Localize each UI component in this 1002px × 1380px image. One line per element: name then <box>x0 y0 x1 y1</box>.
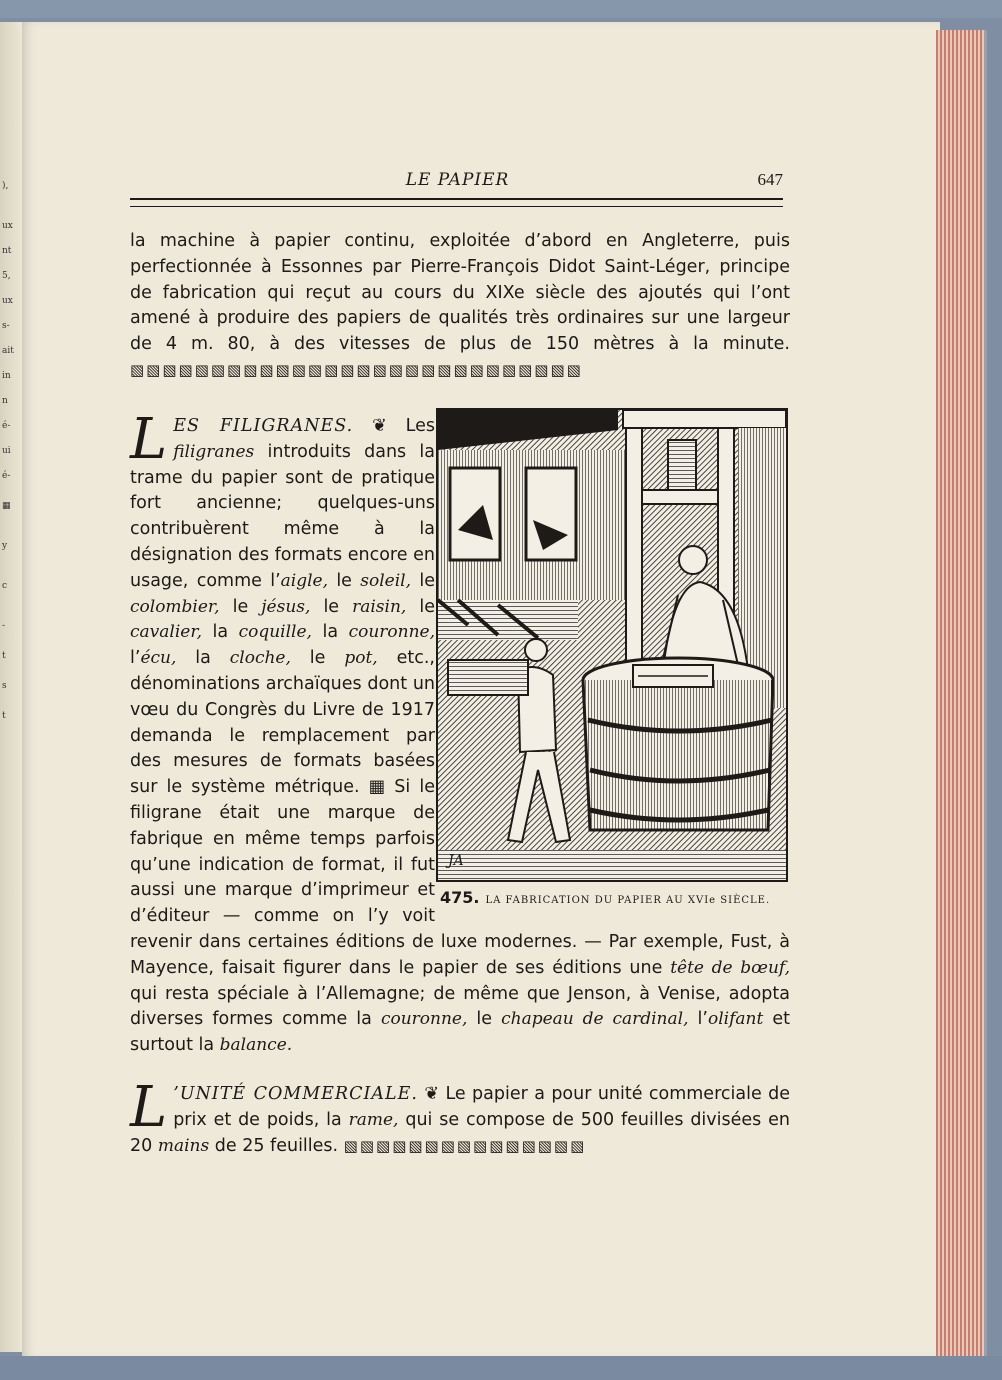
fleuron: ❦ <box>418 1084 446 1104</box>
body-text: qui se compose de 500 feuilles divisées en 20 <box>130 1109 791 1156</box>
book-cover-top <box>0 0 1002 18</box>
margin-fragment: ux <box>2 221 13 231</box>
figure-number: 475. <box>440 888 480 907</box>
body-text: le <box>411 570 435 591</box>
ornament-row: ▧▧▧▧▧▧▧▧▧▧▧▧▧▧▧ <box>343 1136 587 1155</box>
italic-term: filigranes <box>173 441 255 462</box>
body-text: etc., dénominations archaïques dont un vœu du Congrès du Livre de 1917 demanda le remplacement par des mesures de formats basées sur le système métrique. <box>130 648 435 798</box>
margin-fragment: - <box>2 621 6 631</box>
body-text: la <box>176 648 230 669</box>
drop-cap: L <box>130 407 168 472</box>
fleuron: ❦ <box>353 416 406 436</box>
woodcut-monogram: JA <box>448 853 464 869</box>
drop-cap: L <box>130 1075 168 1140</box>
body-text: le <box>219 596 262 617</box>
margin-fragment: y <box>2 541 8 551</box>
italic-term: chapeau de cardinal, <box>501 1009 689 1030</box>
paragraph-unite <box>130 1075 791 1159</box>
margin-fragment: ait <box>2 346 14 356</box>
italic-term: mains <box>157 1135 210 1156</box>
body-text: le <box>467 1009 502 1030</box>
italic-term: colombier, <box>130 596 220 617</box>
body-text: et surtout la <box>130 1009 790 1056</box>
section-title: ’UNITÉ COMMERCIALE. <box>173 1084 418 1104</box>
figure-caption-text: LA FABRICATION DU PAPIER AU XVIe SIÈCLE. <box>485 895 771 906</box>
ornament-row: ▧▧▧▧▧▧▧▧▧▧▧▧▧▧▧▧▧▧▧▧▧▧▧▧▧▧▧▧ <box>130 360 583 379</box>
italic-term: cloche, <box>229 648 291 669</box>
body-text: Les <box>405 416 435 436</box>
italic-term: balance. <box>219 1035 293 1056</box>
book-cover-bottom <box>0 1356 1002 1380</box>
italic-term: écu, <box>140 648 177 669</box>
body-text: la <box>202 622 239 643</box>
italic-term: couronne, <box>380 1009 468 1030</box>
page-edges <box>936 30 987 1360</box>
body-text: l’ <box>688 1009 708 1030</box>
body-text: l’ <box>130 648 141 669</box>
body-text: de 25 feuilles. <box>209 1135 344 1156</box>
margin-fragment: ux <box>2 296 13 306</box>
margin-fragment: 5, <box>2 271 11 281</box>
body-text: Le papier a pour unité commerciale de prix et de poids, la <box>173 1084 790 1130</box>
margin-fragment: in <box>2 371 11 381</box>
margin-fragment: é- <box>2 471 11 481</box>
ornament-mark: ▦ <box>368 777 386 798</box>
margin-fragment: nt <box>2 246 12 256</box>
margin-fragment: t <box>2 651 6 661</box>
margin-fragment: ), <box>2 181 9 191</box>
body-text: le <box>328 570 361 591</box>
section-title: ES FILIGRANES. <box>173 416 354 436</box>
paragraph-machine <box>130 229 790 384</box>
figure-caption <box>440 888 785 907</box>
body-text: la <box>311 622 349 643</box>
body-text: qui resta spéciale à l’Allemagne; de même que Jenson, à Venise, adopta diverses formes comme la <box>130 983 790 1030</box>
header-rule <box>130 198 783 207</box>
italic-term: cavalier, <box>130 622 202 643</box>
page-number: 647 <box>757 170 783 189</box>
facing-page-edge <box>0 22 23 1352</box>
italic-term: jésus, <box>261 596 311 617</box>
italic-term: soleil, <box>360 570 412 591</box>
woodcut-illustration <box>436 408 788 882</box>
margin-fragment: t <box>2 711 6 721</box>
italic-term: tête de bœuf, <box>670 957 790 978</box>
margin-fragment: s- <box>2 321 10 331</box>
italic-term: pot, <box>344 648 378 669</box>
margin-fragment: ui <box>2 446 11 456</box>
italic-term: rame, <box>348 1109 399 1130</box>
italic-term: couronne, <box>348 622 435 643</box>
body-text: le <box>290 648 345 669</box>
italic-term: coquille, <box>238 622 312 643</box>
body-text: le <box>310 596 353 617</box>
body-text: le <box>406 596 435 617</box>
italic-term: raisin, <box>352 596 407 617</box>
italic-term: olifant <box>707 1009 764 1030</box>
margin-fragment: é- <box>2 421 11 431</box>
body-text: introduits dans la trame du papier sont de pratique fort ancienne; quelques-uns contribuèrent même à la désignation des formats encore en usage, comme l’ <box>130 441 435 591</box>
margin-fragment: ▦ <box>2 501 11 511</box>
margin-fragment: c <box>2 581 8 591</box>
running-head <box>130 170 785 194</box>
running-title: LE PAPIER <box>405 170 510 190</box>
papermaking-woodcut <box>438 410 786 880</box>
italic-term: aigle, <box>280 570 328 591</box>
margin-fragment: n <box>2 396 8 406</box>
body-text: Si le filigrane était une marque de fabrique en même temps parfois qu’une indication de format, il fut aussi une marque d’imprimeur et d’éditeur — comme on l’y voit revenir dans certaines éditions de luxe modernes. — Par exemple, Fust, à Mayence, faisait figurer dans le papier de ses éditions une <box>130 777 790 978</box>
paragraph-text: la machine à papier continu, exploitée d’abord en Angleterre, puis perfectionnée à Essonnes par Pierre-François Didot Saint-Léger, principe de fabrication qui reçut au cours du XIXe siècle des ajoutés qui l’ont amené à produire des papiers de qualités très ordinaires sur une largeur de 4 m. 80, à des vitesses de plus de 150 mètres à la minute. <box>130 231 790 355</box>
margin-fragment: s <box>2 681 7 691</box>
